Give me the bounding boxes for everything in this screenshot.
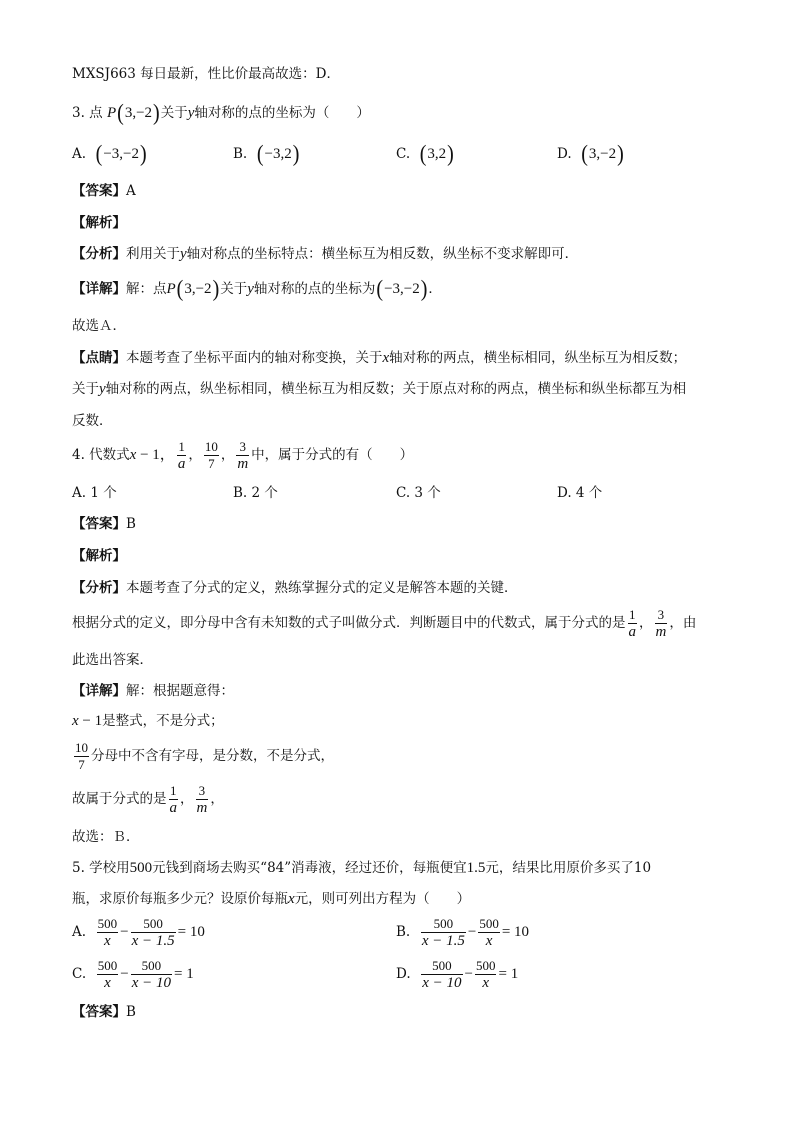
var-y: y [99,381,106,397]
equation-rhs: = 10 [501,924,530,940]
stem-text: 学校用 [89,860,130,876]
denominator: m [655,624,667,640]
q3-option-d: D. (3,−2) [557,141,624,167]
option-letter: B. [233,146,248,162]
q4-answer [72,514,136,534]
q4-analysis-tag [72,546,126,566]
denominator: x [104,975,111,991]
numerator: 3 [196,784,209,800]
stem-text: 瓶，求原价每瓶多少元？设原价每瓶 [72,891,288,907]
numerator: 500 [131,959,172,975]
q3-comment-line-2 [72,379,686,399]
fraction-left [421,917,466,948]
comment-text: 关于 [72,381,99,397]
fraction-3-m [196,784,209,815]
fenxi-tag: 【分析】 [72,246,126,262]
option-letter: C. [396,146,411,162]
detail-text: 是整式，不是分式； [102,713,224,729]
result-coords: −3,−2 [384,281,420,297]
option-value: −3,2 [264,146,292,162]
stem-text: 代数式 [89,447,130,463]
q4-option-a: A. 1 个 [72,485,117,501]
numerator: 1 [178,439,185,454]
numerator: 1 [629,607,636,622]
fenxi-text: 利用关于 [126,246,180,262]
option-letter: D. [557,146,572,162]
intro-code: MXSJ663 [72,66,136,82]
q3-option-a: A. (−3,−2) [72,141,147,167]
detail-text: ． [428,281,442,297]
analysis-tag: 【解析】 [72,548,126,564]
point-coords: 3,−2 [184,281,212,297]
detail-text: 解：根据题意得： [126,683,234,699]
fraction-3-m [655,608,668,639]
denominator: x [482,975,490,991]
denominator: x [485,933,493,949]
minus-sign: − [467,924,477,940]
equation-rhs: = 1 [498,966,519,982]
q3-fenxi [72,244,578,264]
q5-option-c [72,954,194,994]
separator: ， [210,791,224,807]
numerator: 1 [170,783,177,798]
denominator: m [196,800,208,816]
comment-text: 轴对称的两点，纵坐标相同，横坐标互为相反数；关于原点对称的两点，横坐标和纵坐标都互为相 [105,381,687,397]
stem-text: 关于 [160,105,188,121]
fraction-10-7 [74,741,89,772]
numerator: 3 [655,608,668,624]
question-number: 4. [72,447,90,463]
fraction-right [475,959,497,990]
minus-sign: − [464,966,473,982]
fenxi-text: 本题考查了分式的定义，熟练掌握分式的定义是解答本题的关键． [126,580,518,596]
denominator: x − 10 [131,975,171,991]
numerator: 500 [97,958,118,973]
stem-text: 轴对称的点的坐标为（ ） [194,105,370,121]
analysis-tag: 【解析】 [72,215,126,231]
fraction-1-a [169,784,179,815]
answer-value: B [126,516,136,532]
q4-conclusion: 故选：Ｂ． [72,829,140,845]
fenxi-text: 轴对称点的坐标特点：横坐标互为相反数，纵坐标不变求解即可． [186,246,579,262]
q3-option-b: B. (−3,2) [233,141,300,167]
detail-text: 轴对称的点的坐标为 [253,281,376,297]
q3-stem [72,100,370,126]
equation-rhs: = 10 [177,924,205,940]
q4-stem [72,436,413,474]
stem-text: 中，属于分式的有（ ） [251,447,414,463]
question-number: 3. [72,105,90,121]
denominator: 7 [78,757,85,772]
intro-text: 每日最新，性比价最高故选：D． [140,66,340,82]
detail-text: 关于 [220,281,248,297]
fraction-1-a [628,608,638,639]
var-p: P [106,105,117,121]
fraction-3-m [236,440,249,471]
fraction-right [131,959,172,990]
q3-answer [72,181,136,201]
q3-comment-line-3: 反数． [72,413,113,429]
q4-option-c: C. 3 个 [396,485,441,501]
q4-detail-10-over-7 [74,737,334,775]
q4-fenxi [72,578,518,598]
var-y: y [187,105,195,121]
q5-option-a [72,912,205,952]
fraction-left [421,959,462,990]
detail-text: 故属于分式的是 [72,791,167,807]
number-500: 500 [129,860,153,876]
option-letter: D. [396,966,411,982]
answer-tag: 【答案】 [72,183,126,199]
fraction-left [97,959,119,990]
denominator: a [177,456,186,472]
paren-close: ) [153,100,160,126]
detail-text: 分母中不含有字母，是分数，不是分式， [91,748,334,764]
option-value: −3,−2 [103,146,139,162]
q5-stem-line-1 [72,858,651,878]
answer-tag: 【答案】 [72,1004,126,1020]
option-letter: C. [72,966,87,982]
fraction-1-a [177,440,187,471]
option-letter: A. [72,146,87,162]
denominator: m [237,456,249,472]
denominator: x − 1.5 [131,933,175,949]
definition-text: 根据分式的定义，即分母中含有未知数的式子叫做分式．判断题目中的代数式，属于分式的是 [72,615,626,631]
var-y: y [180,246,187,262]
fraction-right [478,917,500,948]
fenxi-tag: 【分析】 [72,580,126,596]
detail-tag: 【详解】 [72,281,126,297]
definition-text: ，由 [669,615,697,631]
q4-detail [72,681,234,701]
option-letter: A. [72,924,87,940]
fraction-10-7 [204,440,219,471]
stem-text: 元，则可列出方程为（ ） [294,891,471,907]
separator: ， [220,447,235,463]
expr-text: − 1， [136,447,175,463]
var-p: P [166,281,176,297]
separator: ， [639,615,653,631]
denominator: x − 1.5 [421,933,465,949]
q5-option-d [396,954,518,994]
q4-detail-x-minus-1 [72,711,224,731]
var-x: x [129,447,137,463]
numerator: 500 [421,959,462,975]
option-value: 3,−2 [588,146,617,162]
separator: ， [180,791,194,807]
option-value: 3,2 [427,146,447,162]
comment-text: 轴对称的两点，横坐标相同，纵坐标互为相反数； [389,350,687,366]
q4-definition-line-2: 此选出答案． [72,652,153,668]
equation-rhs: = 1 [173,966,194,982]
numerator: 10 [204,439,218,454]
minus-sign: − [120,924,129,940]
denominator: x [104,933,111,949]
denominator: x − 10 [422,975,462,991]
fraction-left [97,917,119,948]
denominator: a [169,800,177,816]
answer-value: A [126,183,136,199]
q5-stem-line-2 [72,889,470,909]
var-y: y [247,281,254,297]
comment-text: 本题考查了坐标平面内的轴对称变换，关于 [126,350,383,366]
expr-text: − 1 [78,713,103,729]
q4-option-d: D. 4 个 [557,485,603,501]
fraction-right [131,917,176,948]
numerator: 500 [479,916,499,931]
denominator: 7 [208,456,215,471]
minus-sign: − [120,966,129,982]
q5-answer [72,1002,136,1022]
detail-text: 解：点 [126,281,167,297]
stem-text: 元钱到商场去购买“84”消毒液，经过还价，每瓶便宜 [152,860,467,876]
question-number: 5. [72,860,90,876]
q3-analysis-tag [72,213,126,233]
numerator: 500 [475,958,496,973]
q3-conclusion: 故选Ａ． [72,318,126,334]
comment-tag: 【点睛】 [72,350,126,366]
q3-option-c: C. (3,2) [396,141,454,167]
answer-tag: 【答案】 [72,516,126,532]
numerator: 500 [131,917,176,933]
option-letter: B. [396,924,411,940]
point-coords: 3,−2 [124,105,153,121]
denominator: a [628,624,636,640]
q5-option-b [396,912,529,952]
numerator: 10 [75,740,88,755]
stem-text: 元，结果比用原价多买了10 [485,860,652,876]
detail-tag: 【详解】 [72,683,126,699]
q3-detail: 【详解】解：点P(3,−2)关于y轴对称的点的坐标为(−3,−2)． [72,276,442,302]
separator: ， [188,447,202,463]
number-1-5: 1.5 [466,860,486,876]
numerator: 500 [97,916,118,931]
var-x: x [382,350,390,366]
q4-detail-belong [72,780,224,818]
var-x: x [288,891,295,907]
q4-definition-line-1 [72,604,696,642]
q4-option-b: B. 2 个 [233,485,278,501]
numerator: 500 [421,917,466,933]
var-x: x [72,713,79,729]
intro-line [72,64,340,84]
q3-comment-line-1 [72,348,686,368]
numerator: 3 [236,440,249,456]
paren-open: ( [117,100,124,126]
answer-value: B [126,1004,136,1020]
stem-text: 点 [89,105,103,121]
